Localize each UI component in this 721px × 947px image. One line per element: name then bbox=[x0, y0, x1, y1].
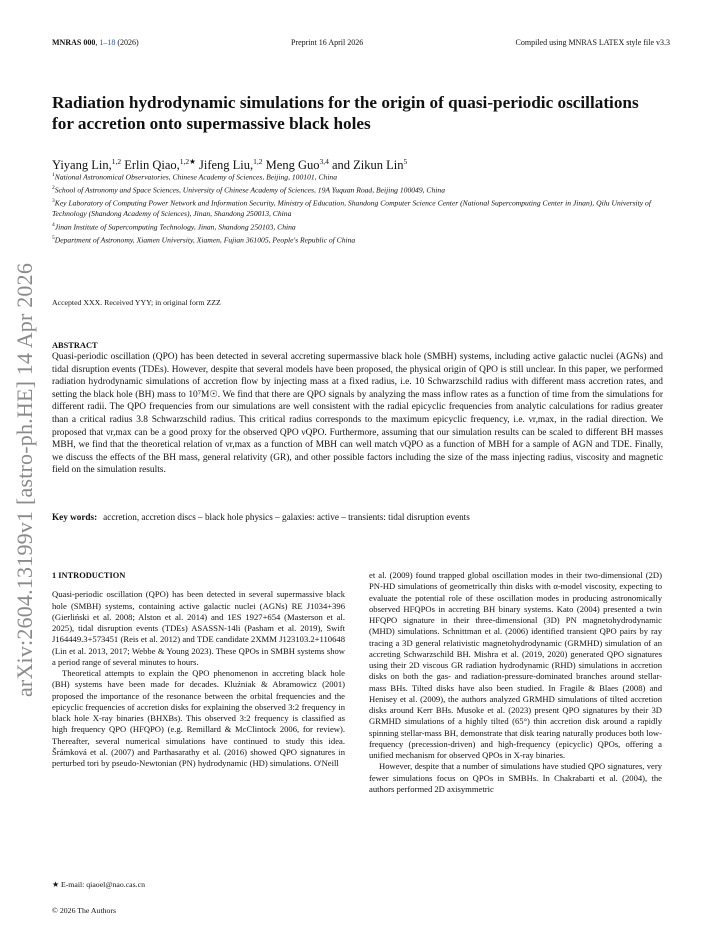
copyright: © 2026 The Authors bbox=[52, 906, 117, 915]
footnote-email: ★ E-mail: qiaoel@nao.cas.cn bbox=[52, 880, 145, 889]
right-column bbox=[369, 570, 662, 795]
affiliations bbox=[52, 170, 667, 246]
arxiv-stamp: arXiv:2604.13199v1 [astro-ph.HE] 14 Apr 2026 bbox=[12, 262, 37, 698]
affiliation: $^3$Key Laboratory of Computing Power Network and Information Security, Ministry of Education, Shandong Computer Science Center (National Supercomputing Center in Jinan), Qilu University of Technology (Shandong Academy of Sciences), Jinan, Shandong 250013, China bbox=[52, 198, 651, 219]
affiliation: $^4$Jinan Institute of Supercomputing Technology, Jinan, Shandong 250103, China bbox=[52, 221, 296, 232]
keywords-list: accretion, accretion discs – black hole physics – galaxies: active – transients: tidal disruption events bbox=[103, 512, 470, 522]
preprint-date: Preprint 16 April 2026 bbox=[291, 38, 364, 47]
affiliation: $^5$Department of Astronomy, Xiamen University, Xiamen, Fujian 361005, People's Republic of China bbox=[52, 235, 356, 245]
journal-citation: MNRAS 000, 1–18 (2026) bbox=[52, 38, 139, 47]
section-heading: 1 INTRODUCTION bbox=[52, 571, 126, 580]
paragraph: Theoretical attempts to explain the QPO phenomenon in accreting black hole (BH) systems have been made for decades. Kluźniak & Abramowicz (2001) proposed the importance of the resonance between the orbital frequencies and the epicyclic frequencies of accretion disks for explaining the observed 3:2 frequency in black hole X-ray binaries (BHXBs). This observed 3:2 frequency is classified as high frequency QPO (HFQPO) (e.g. Remillard & McClintock 2006, for review). Thereafter, several numerical simulations have continued to study this idea. Šrámková et al. (2007) and Parthasarathy et al. (2016) showed QPO signatures in perturbed tori by pseudo-Newtonian (PN) hydrodynamic (HD) simulations. O'Neill bbox=[52, 668, 345, 768]
author: Yiyang Lin,$^{1,2}$ bbox=[52, 157, 122, 173]
author: Erlin Qiao,$^{1,2★}$ bbox=[124, 157, 196, 173]
page-range-link[interactable]: 1–18 bbox=[99, 38, 116, 47]
compiled-note: Compiled using MNRAS LATEX style file v3.3 bbox=[515, 38, 670, 47]
affiliation: $^1$National Astronomical Observatories, Chinese Academy of Sciences, Beijing, 100101, China bbox=[52, 172, 338, 182]
keywords bbox=[52, 512, 663, 522]
author: Meng Guo$^{3,4}$ bbox=[265, 157, 329, 173]
paragraph: Quasi-periodic oscillation (QPO) has been detected in several supermassive black hole (SMBH) systems, containing active galactic nuclei (AGNs) RE J1034+396 (Gierliński et al. 2008; Alston et al. 2014) and 1ES 1927+654 (Masterson et al. 2025), tidal disruption events (TDEs) ASASSN-14li (Pasham et al. 2019), Swift J164449.3+573451 (Reis et al. 2012) and TDE candidate 2XMM J123103.2+110648 (Lin et al. 2013, 2017; Webbe & Young 2023). These QPOs in SMBH systems show a period range of several minutes to hours. bbox=[52, 589, 345, 667]
abstract-text: Quasi-periodic oscillation (QPO) has been detected in several accreting supermassive black hole (SMBH) systems, including active galactic nuclei (AGNs) and tidal disruption events (TDEs). However, despite that several models have been proposed, the physical origin of QPO is still unclear. In this paper, we performed radiation hydrodynamic simulations of accretion flow by injecting mass at a fixed radius, i.e. 10 Schwarzschild radius with different mass accretion rates, and setting the black hole (BH) mass to 10⁷M☉. We find that there are QPO signals by analyzing the mass inflow rates as a function of time from the simulations for different radii. The QPO frequencies from our simulations are well consistent with the radial epicyclic frequencies from analytic calculations for radius greater than a critical radius 3.8 Schwarzschild radius. This critical radius corresponds to the maximum epicyclic frequency, i.e. νr,max, in the radial direction. We proposed that νr,max can be a good proxy for the observed QPO νQPO. Furthermore, assuming that our simulation results can be scaled to different BH masses MBH, we find that the theoretical relation of νr,max as a function of MBH can well match νQPO as a function of MBH for a sample of AGN and TDE. Finally, we discuss the effects of the BH mass, general relativity (GR), and other possible factors including the size of the mass injecting radius, viscosity and magnetic field on the simulation results. bbox=[52, 352, 663, 476]
paragraph: et al. (2009) found trapped global oscillation modes in their two-dimensional (2D) PN-HD simulations of geometrically thin disks with α-model viscosity, expecting to evaluate the potential role of these oscillation modes in producing astronomically observed HFQPOs in accreting BH binary systems. Kato (2004) presented a twin HFQPO signature in their three-dimensional (3D) PN magnetohydrodynamic (MHD) simulations. Schnittman et al. (2006) identified transient QPO pairs by ray tracing a 3D general relativistic magnetohydrodynamic (GRMHD) simulation of an accreting Schwarzschild BH. Mishra et al. (2019, 2020) generated QPO signatures using their 2D viscous GR radiation hydrodynamic (RHD) simulations in accretion disks on both the gas- and radiation-pressure-dominated branches around stellar-mass BHs. Tilted disks have also been studied. In Fragile & Blaes (2008) and Henisey et al. (2009), the authors analyzed GRMHD simulations of tilted accretion disks around Kerr BHs. Musoke et al. (2023) present QPO signatures by their 3D GRMHD simulations of a highly tilted (65°) thin accretion disk around a rapidly spinning stellar-mass BH, demonstrate that disk tearing naturally produces both low-frequency (precession-driven) and high-frequency (epicyclic) QPOs, offering a unified mechanism for observed QPOs in X-ray binaries. bbox=[369, 570, 662, 760]
author: and Zikun Lin$^5$ bbox=[332, 157, 408, 173]
keywords-label: Key words: bbox=[52, 512, 98, 522]
paragraph: However, despite that a number of simulations have studied QPO signatures, very fewer simulations focus on QPOs in SMBHs. In Chakrabarti et al. (2004), the authors performed 2D axisymmetric bbox=[369, 761, 662, 794]
running-header bbox=[52, 38, 670, 47]
author: Jifeng Liu,$^{1,2}$ bbox=[199, 157, 263, 173]
left-column bbox=[52, 570, 345, 769]
abstract-heading: ABSTRACT bbox=[52, 341, 98, 350]
paper-title: Radiation hydrodynamic simulations for the origin of quasi-periodic oscillations for accretion onto supermassive black holes bbox=[52, 93, 639, 133]
affiliation: $^2$School of Astronomy and Space Sciences, University of Chinese Academy of Sciences, 19A Yuquan Road, Beijing 100049, China bbox=[52, 185, 445, 195]
acceptance-note: Accepted XXX. Received YYY; in original form ZZZ bbox=[52, 298, 221, 307]
